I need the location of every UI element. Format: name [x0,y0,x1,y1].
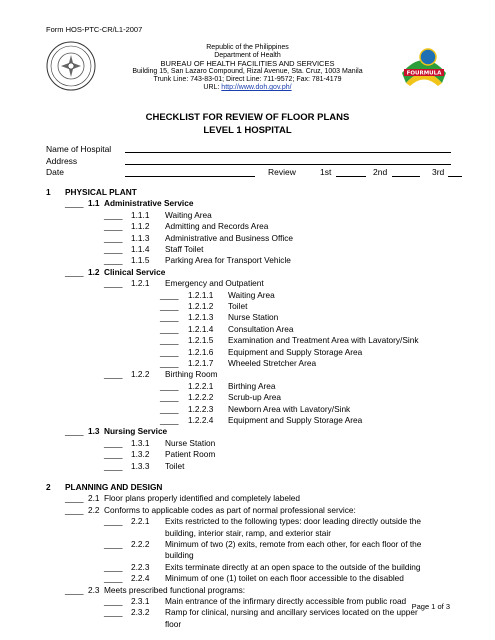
item-text: Examination and Treatment Area with Lavatory/Sink [228,335,419,346]
item-number: 1.3.1 [131,437,150,448]
item-text: building [165,550,194,561]
item-text: PLANNING AND DESIGN [65,482,163,492]
hospital-name-label: Name of Hospital [46,144,112,154]
check-blank[interactable]: ____ [104,278,123,289]
item-number: 2.1 [88,493,100,504]
item-number: 1.2.1 [131,278,150,289]
check-blank[interactable]: ____ [104,232,123,243]
item-text: Administrative and Business Office [165,232,294,243]
item-number: 1.2.2.1 [188,380,214,391]
item-text: Equipment and Supply Storage Area [228,415,363,425]
document-subtitle: LEVEL 1 HOSPITAL [203,125,292,136]
check-blank[interactable]: ____ [160,301,179,311]
form-number: Form HOS-PTC-CR/L1-2007 [46,25,143,34]
item-text: Newborn Area with Lavatory/Sink [228,403,351,414]
check-blank[interactable]: ____ [104,607,123,618]
item-text: Waiting Area [228,289,275,300]
item-text: Administrative Service [104,198,194,209]
item-number: 2.3 [88,584,100,595]
check-blank[interactable]: ____ [65,493,84,504]
address-field[interactable] [125,164,451,165]
item-number: 2.2.4 [131,573,150,584]
header-department: Department of Health [214,52,281,59]
check-blank[interactable]: ____ [104,596,123,606]
review-first-label: 1st [320,167,332,177]
item-number: 1.2.2 [131,369,150,380]
item-text: Patient Room [165,449,216,460]
item-text: Exits terminate directly at an open space to the outside of the building [165,561,421,572]
check-blank[interactable]: ____ [104,209,123,220]
document-title: CHECKLIST FOR REVIEW OF FLOOR PLANS [145,112,350,123]
review-third-label: 3rd [432,167,445,177]
check-blank[interactable]: ____ [160,323,179,334]
header-republic: Republic of the Philippines [206,44,289,51]
item-text: Nurse Station [165,437,216,448]
check-blank[interactable]: ____ [160,289,179,300]
item-number: 2.3.2 [131,607,150,618]
item-text: Consultation Area [228,323,294,334]
check-blank[interactable]: ____ [65,266,84,277]
check-blank[interactable]: ____ [160,392,179,403]
item-text: Main entrance of the infirmary directly accessible from public road [165,596,407,606]
item-text: Meets prescribed functional programs: [104,584,246,595]
item-text: Parking Area for Transport Vehicle [165,255,291,266]
item-number: 1.2.1.1 [188,289,214,300]
item-number: 1.2.1.5 [188,335,214,346]
check-blank[interactable]: ____ [160,312,179,323]
check-blank[interactable]: ____ [104,573,123,584]
item-number: 2.2.3 [131,561,150,572]
check-blank[interactable]: ____ [104,460,123,471]
item-text: Scrub-up Area [228,392,282,403]
check-blank[interactable]: ____ [160,380,179,391]
item-text: Minimum of two (2) exits, remote from each other, for each floor of the [165,539,422,549]
item-number: 1.2 [88,266,100,277]
item-text: Ramp for clinical, nursing and ancillary services located on the upper [165,607,418,618]
doh-website-link[interactable]: http://www.doh.gov.ph/ [221,84,292,91]
review-second-field[interactable] [392,176,420,177]
item-text: Birthing Room [165,369,218,380]
header-address: Building 15, San Lazaro Compound, Rizal Avenue, Sta. Cruz, 1003 Manila [132,68,363,75]
item-number: 1.3 [88,426,100,437]
check-blank[interactable]: ____ [104,539,123,549]
item-number: 1.2.2.2 [188,392,214,403]
item-number: 1.1.1 [131,209,150,220]
item-number: 1.1.3 [131,232,150,243]
review-label: Review [268,167,296,177]
check-blank[interactable]: ____ [104,244,123,254]
check-blank[interactable]: ____ [160,335,179,346]
item-text: Waiting Area [165,209,212,220]
item-text: Conforms to applicable codes as part of normal professional service: [104,504,356,515]
check-blank[interactable]: ____ [104,437,123,448]
item-text: Birthing Area [228,380,276,391]
item-number: 2.2.1 [131,516,150,527]
item-number: 1 [46,187,51,197]
page-number: Page 1 of 3 [411,602,450,611]
date-field[interactable] [125,176,255,177]
item-text: Toilet [165,460,185,471]
item-number: 1.2.2.4 [188,415,214,425]
item-number: 1.1.2 [131,221,150,232]
item-text: Staff Toilet [165,244,204,254]
fourmula-logo-text: FOURMULA [406,70,442,77]
header-url-label: URL: [203,84,222,91]
item-text: Nurse Station [228,312,279,323]
check-blank[interactable]: ____ [104,561,123,572]
item-text: building, interior stair, ramp, and exterior stair [165,527,332,538]
item-text: Minimum of one (1) toilet on each floor accessible to the disabled [165,573,404,584]
item-text: Exits restricted to the following types: door leading directly outside the [165,516,421,527]
item-text: Floor plans properly identified and completely labeled [104,493,301,504]
check-blank[interactable]: ____ [104,255,123,266]
item-number: 1.2.1.6 [188,346,214,357]
item-text: floor [165,618,182,629]
item-number: 2 [46,482,51,492]
item-number: 2.2.2 [131,539,150,549]
item-number: 1.2.1.4 [188,323,214,334]
review-third-field[interactable] [448,176,462,177]
address-label: Address [46,156,78,166]
item-text: Admitting and Records Area [165,221,269,232]
item-text: Nursing Service [104,426,168,437]
header-phone: Trunk Line: 743-83-01; Direct Line: 711-9572; Fax: 781-4179 [153,76,342,83]
check-blank[interactable]: ____ [160,358,179,368]
item-number: 2.3.1 [131,596,150,606]
check-blank[interactable]: ____ [160,415,179,425]
item-number: 1.3.2 [131,449,150,460]
review-second-label: 2nd [373,167,388,177]
item-text: Toilet [228,301,248,311]
item-number: 1.1.4 [131,244,150,254]
item-number: 1.1 [88,198,100,209]
review-first-field[interactable] [336,176,366,177]
check-blank[interactable]: ____ [104,516,123,527]
header-bureau: BUREAU OF HEALTH FACILITIES AND SERVICES [160,59,335,68]
item-number: 1.2.1.7 [188,358,214,368]
item-text: Emergency and Outpatient [165,278,264,289]
item-number: 2.2 [88,504,100,515]
item-number: 1.3.3 [131,460,150,471]
item-number: 1.2.1.3 [188,312,214,323]
check-blank[interactable]: ____ [104,449,123,460]
item-number: 1.1.5 [131,255,150,266]
item-number: 1.2.2.3 [188,403,214,414]
item-text: Equipment and Supply Storage Area [228,346,363,357]
check-blank[interactable]: ____ [160,346,179,357]
date-label: Date [46,167,64,177]
fourmula-logo [398,43,450,87]
item-number: 1.2.1.2 [188,301,214,311]
check-blank[interactable]: ____ [160,403,179,414]
item-text: Wheeled Stretcher Area [228,358,317,368]
item-text: Clinical Service [104,266,166,277]
item-text: PHYSICAL PLANT [65,187,137,197]
check-blank[interactable]: ____ [65,198,84,209]
check-blank[interactable]: ____ [65,426,84,437]
check-blank[interactable]: ____ [65,504,84,515]
check-blank[interactable]: ____ [65,584,84,595]
check-blank[interactable]: ____ [104,369,123,380]
check-blank[interactable]: ____ [104,221,123,232]
hospital-name-field[interactable] [125,152,451,153]
